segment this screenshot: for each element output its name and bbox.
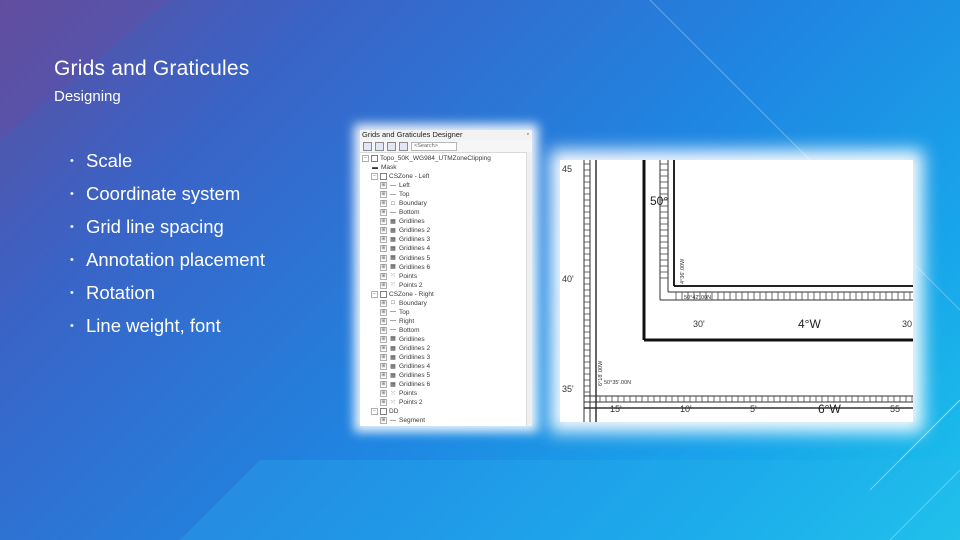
tree-item[interactable] — [360, 407, 532, 416]
tick-marks — [584, 164, 912, 402]
tree-item[interactable] — [360, 172, 532, 181]
new-icon[interactable] — [363, 142, 372, 151]
bullet-item — [70, 243, 265, 276]
expand-toggle-icon[interactable]: ⊞ — [381, 236, 386, 243]
bullet-glyph: • — [70, 253, 74, 266]
tree-item[interactable] — [360, 235, 532, 244]
tree-checkbox[interactable] — [380, 408, 387, 415]
tree-item[interactable] — [360, 380, 532, 389]
tree-item-label: Gridlines — [399, 335, 425, 343]
lat-tick-label: 40' — [562, 274, 574, 284]
expand-toggle-icon[interactable]: ⊞ — [381, 299, 386, 306]
tree-item[interactable] — [360, 362, 532, 371]
tree-item[interactable] — [360, 290, 532, 299]
longitude-label: 6°W — [818, 402, 841, 416]
coord-label: 50°35'.00N — [604, 380, 632, 386]
open-icon[interactable] — [387, 142, 396, 151]
tree-item-label: Gridlines 3 — [399, 354, 431, 362]
expand-toggle-icon[interactable]: ⊞ — [381, 381, 386, 388]
tree-item-label: Bottom — [399, 209, 420, 217]
layer-symbol-icon: ▦ — [390, 255, 396, 262]
expand-toggle-icon[interactable]: ⊞ — [381, 218, 386, 225]
layer-symbol-icon: — — [390, 327, 396, 334]
layer-symbol-icon: ▬ — [372, 164, 378, 171]
latitude-label: 50° — [650, 194, 669, 208]
tree-item-label: Gridlines 5 — [399, 372, 431, 380]
designer-title: Grids and Graticules Designer — [362, 130, 463, 139]
tree-item[interactable] — [360, 335, 532, 344]
tree-item[interactable] — [360, 371, 532, 380]
tree-item-label: Gridlines 3 — [399, 236, 431, 244]
tree-item-label: Left — [399, 182, 410, 190]
expand-toggle-icon[interactable]: ⊞ — [381, 263, 386, 270]
tree-scrollbar[interactable] — [526, 152, 532, 426]
tree-item-label: Gridlines 2 — [399, 345, 431, 352]
expand-toggle-icon[interactable]: ⊞ — [381, 182, 386, 189]
bullet-text: Coordinate system — [86, 182, 241, 204]
expand-toggle-icon[interactable]: ⊞ — [381, 399, 386, 406]
bullet-item — [70, 309, 265, 342]
coord-label: 50°42'.00N — [684, 295, 712, 301]
bullet-item — [70, 144, 265, 177]
bullet-glyph: • — [70, 319, 74, 332]
tree-item[interactable] — [360, 299, 532, 308]
layer-symbol-icon: ▦ — [390, 236, 396, 243]
tree-item[interactable] — [360, 163, 532, 172]
tree-item[interactable] — [360, 181, 532, 190]
layer-symbol-icon: — — [390, 191, 396, 198]
layer-symbol-icon: □ — [391, 300, 395, 307]
expand-toggle-icon[interactable]: ⊞ — [381, 209, 386, 216]
tree-item[interactable] — [360, 272, 532, 281]
layer-symbol-icon: ▦ — [390, 264, 396, 271]
tree-item-label: Points 2 — [399, 399, 423, 407]
bullet-glyph: • — [70, 286, 74, 299]
tree-checkbox[interactable] — [371, 155, 378, 162]
tree-item-label: Mask — [381, 164, 397, 172]
lat-tick-label: 45 — [562, 164, 573, 174]
expand-toggle-icon[interactable]: ⊞ — [381, 308, 386, 315]
layer-symbol-icon: — — [390, 182, 396, 189]
coord-label: 4°36'.00W — [680, 258, 686, 284]
tree-item-label: Boundary — [399, 299, 427, 307]
layer-symbol-icon: ⁙ — [390, 390, 396, 397]
layer-symbol-icon: ⁙ — [390, 282, 396, 289]
layer-symbol-icon: ▦ — [390, 227, 396, 234]
tree-item[interactable] — [360, 217, 532, 226]
expand-toggle-icon[interactable]: ⊞ — [381, 390, 386, 397]
layer-symbol-icon: ▦ — [390, 354, 396, 361]
tree-item-label: Points 2 — [399, 281, 423, 289]
expand-toggle-icon[interactable]: ⊞ — [381, 345, 386, 351]
lon-tick-label: 10' — [680, 404, 692, 414]
bullet-text: Rotation — [86, 281, 155, 303]
tree-item[interactable] — [360, 254, 532, 263]
layer-symbol-icon: □ — [391, 200, 395, 207]
tree-item-label: Segment — [399, 417, 426, 425]
tree-item[interactable] — [360, 344, 532, 353]
minute-label: 30 — [902, 319, 913, 329]
tree-checkbox[interactable] — [380, 291, 387, 298]
tree-item[interactable] — [360, 208, 532, 217]
expand-toggle-icon[interactable]: ⊞ — [381, 245, 386, 252]
tree-item-label: Top — [399, 191, 410, 199]
bullet-item — [70, 276, 265, 309]
tree-item[interactable] — [360, 281, 532, 290]
designer-toolbar — [360, 140, 532, 153]
layer-symbol-icon: ⁙ — [390, 273, 396, 280]
lat-tick-label: 35' — [562, 384, 574, 394]
layers-icon[interactable] — [399, 142, 408, 151]
tree-item-label: Boundary — [399, 200, 427, 208]
expand-toggle-icon[interactable]: ⊞ — [381, 272, 386, 279]
pin-icon[interactable]: ▫ — [526, 131, 529, 138]
designer-tree — [360, 153, 532, 425]
search-input[interactable]: <Search> — [411, 142, 457, 151]
layer-symbol-icon: ▦ — [390, 345, 396, 352]
tree-item-label: Right — [399, 317, 415, 325]
tree-item-label: CSZone - Right — [389, 290, 434, 298]
layer-symbol-icon: — — [390, 318, 396, 325]
expand-toggle-icon[interactable]: ⊞ — [381, 372, 386, 379]
bullet-item — [70, 210, 265, 243]
expand-toggle-icon[interactable]: ⊞ — [381, 417, 386, 424]
expand-toggle-icon[interactable]: ⊞ — [381, 354, 386, 361]
expand-toggle-icon[interactable]: ⊞ — [381, 227, 386, 234]
layer-symbol-icon: ▦ — [390, 363, 396, 370]
layer-symbol-icon: ▦ — [390, 372, 396, 379]
tree-checkbox[interactable] — [380, 173, 387, 180]
graticule-svg — [560, 160, 913, 422]
bullet-text: Annotation placement — [86, 248, 265, 270]
designer-titlebar — [360, 130, 532, 140]
expand-toggle-icon[interactable]: ⊞ — [381, 326, 386, 333]
tree-item-label: Bottom — [399, 326, 420, 334]
bullet-item — [70, 177, 265, 210]
lon-tick-label: 15' — [610, 404, 622, 414]
bullet-glyph: • — [70, 220, 74, 233]
bullet-list — [70, 144, 265, 342]
expand-toggle-icon[interactable]: − — [371, 173, 378, 180]
tree-item[interactable] — [360, 326, 532, 335]
tree-item-label: Points — [399, 272, 418, 280]
layer-symbol-icon: ▦ — [390, 245, 396, 252]
tree-item[interactable] — [360, 199, 532, 208]
layer-symbol-icon: — — [390, 209, 396, 216]
bullet-glyph: • — [70, 187, 74, 200]
tree-item-label: Points — [399, 390, 418, 398]
tree-item[interactable] — [360, 317, 532, 326]
tree-item-label: Gridlines 4 — [399, 245, 431, 253]
slide-subtitle: Designing — [54, 88, 121, 105]
expand-toggle-icon[interactable]: ⊞ — [381, 363, 386, 370]
tree-item[interactable] — [360, 308, 532, 317]
tree-item-label: Gridlines 6 — [399, 381, 431, 389]
expand-toggle-icon[interactable]: − — [371, 408, 378, 415]
expand-toggle-icon[interactable]: − — [371, 291, 378, 298]
save-icon[interactable] — [375, 142, 384, 151]
expand-toggle-icon[interactable]: ⊞ — [381, 191, 386, 198]
expand-toggle-icon[interactable]: ⊞ — [381, 200, 386, 207]
tree-item[interactable] — [360, 244, 532, 253]
layer-symbol-icon: ▦ — [390, 218, 396, 225]
lon-tick-label: 55 — [890, 404, 901, 414]
tree-item-label: Gridlines 6 — [399, 263, 431, 271]
tree-item[interactable] — [360, 389, 532, 398]
tree-item[interactable] — [360, 398, 532, 407]
expand-toggle-icon[interactable]: − — [362, 155, 369, 162]
tree-item-label: Gridlines 4 — [399, 363, 431, 371]
tree-item-label: Gridlines — [399, 218, 425, 226]
expand-toggle-icon[interactable]: ⊞ — [381, 335, 386, 342]
tree-item[interactable] — [360, 263, 532, 272]
tree-item[interactable] — [360, 353, 532, 362]
graticule-map — [560, 160, 913, 422]
slide-title: Grids and Graticules — [54, 57, 250, 80]
layer-symbol-icon: ⁙ — [390, 399, 396, 406]
tree-item[interactable] — [360, 416, 532, 425]
tree-item[interactable] — [360, 190, 532, 199]
tree-item-label: Gridlines 5 — [399, 254, 431, 262]
grids-designer-panel — [360, 130, 532, 426]
expand-toggle-icon[interactable]: ⊞ — [381, 317, 386, 324]
tree-item-label: Gridlines 2 — [399, 227, 431, 235]
longitude-label: 4°W — [798, 317, 821, 331]
expand-toggle-icon[interactable]: ⊞ — [381, 281, 386, 288]
expand-toggle-icon[interactable]: ⊞ — [381, 254, 386, 261]
bullet-glyph: • — [70, 154, 74, 167]
tree-item-label: Topo_50K_WG984_UTMZoneClipping — [380, 155, 491, 163]
tree-item-label: DD — [389, 408, 399, 416]
layer-symbol-icon: — — [390, 417, 396, 424]
bullet-text: Grid line spacing — [86, 215, 224, 237]
minute-label: 30' — [693, 319, 705, 329]
coord-label: 6°18'.00W — [598, 360, 604, 386]
tree-item[interactable] — [360, 154, 532, 163]
tree-item-label: Top — [399, 308, 410, 316]
bullet-text: Line weight, font — [86, 314, 221, 336]
layer-symbol-icon: — — [390, 309, 396, 316]
bullet-text: Scale — [86, 149, 133, 171]
layer-symbol-icon: ▦ — [390, 336, 396, 343]
layer-symbol-icon: ▦ — [390, 381, 396, 388]
tree-item-label: CSZone - Left — [389, 173, 430, 181]
tree-item[interactable] — [360, 226, 532, 235]
lon-tick-label: 5' — [750, 404, 757, 414]
